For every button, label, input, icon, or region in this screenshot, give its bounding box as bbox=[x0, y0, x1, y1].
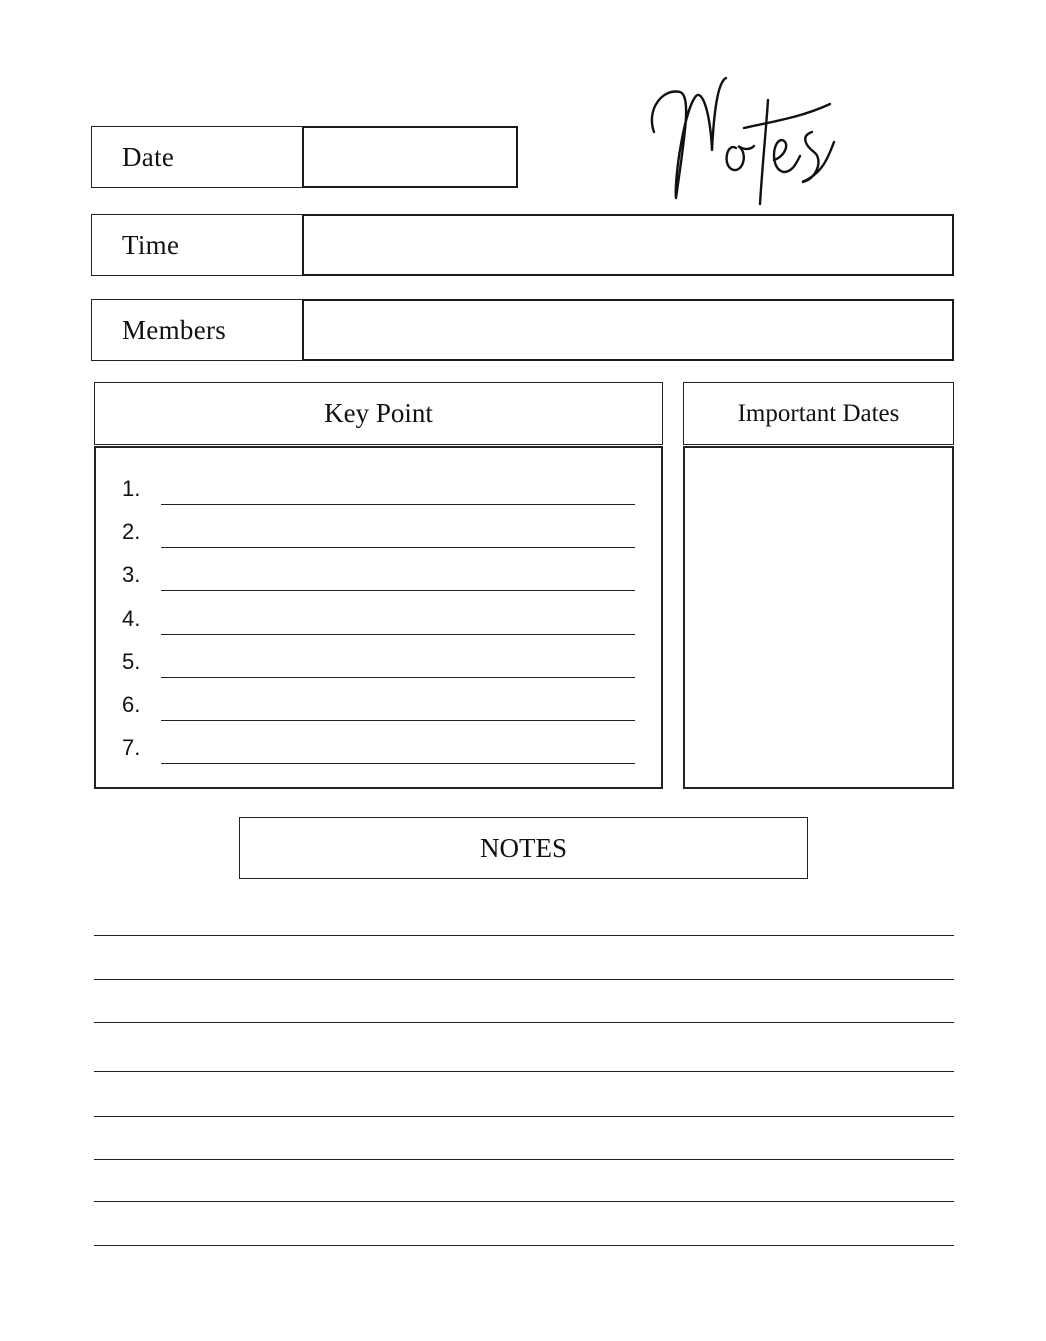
notes-line[interactable] bbox=[94, 999, 954, 1023]
important-dates-heading-text: Important Dates bbox=[737, 399, 900, 427]
key-point-item[interactable] bbox=[122, 476, 636, 508]
key-point-number: 1. bbox=[122, 476, 141, 501]
date-field[interactable] bbox=[302, 126, 518, 188]
notes-line[interactable] bbox=[94, 1093, 954, 1117]
key-point-number: 3. bbox=[122, 562, 141, 587]
members-field[interactable] bbox=[302, 299, 954, 361]
key-point-number: 6. bbox=[122, 692, 141, 717]
key-point-line bbox=[161, 562, 635, 591]
key-point-item[interactable] bbox=[122, 692, 636, 724]
key-point-box bbox=[94, 446, 663, 789]
important-dates-box[interactable] bbox=[683, 446, 954, 789]
key-point-item[interactable] bbox=[122, 735, 636, 767]
time-label bbox=[91, 214, 304, 276]
notes-line[interactable] bbox=[94, 1222, 954, 1246]
notes-title bbox=[640, 70, 850, 210]
time-field[interactable] bbox=[302, 214, 954, 276]
date-label-text: Date bbox=[122, 141, 175, 172]
notes-line[interactable] bbox=[94, 912, 954, 936]
key-point-number: 4. bbox=[122, 606, 141, 631]
notes-line[interactable] bbox=[94, 956, 954, 980]
key-point-item[interactable] bbox=[122, 562, 636, 594]
key-point-number: 7. bbox=[122, 735, 141, 760]
key-point-line bbox=[161, 649, 635, 678]
key-point-line bbox=[161, 606, 635, 635]
key-point-item[interactable] bbox=[122, 606, 636, 638]
key-point-line bbox=[161, 692, 635, 721]
notes-line[interactable] bbox=[94, 1136, 954, 1160]
notes-line[interactable] bbox=[94, 1178, 954, 1202]
key-point-item[interactable] bbox=[122, 649, 636, 681]
notes-line[interactable] bbox=[94, 1048, 954, 1072]
key-point-heading bbox=[94, 382, 663, 445]
members-label-text: Members bbox=[122, 314, 227, 345]
key-point-item[interactable] bbox=[122, 519, 636, 551]
key-point-line bbox=[161, 476, 635, 505]
key-point-line bbox=[161, 735, 635, 764]
notes-heading-text: NOTES bbox=[480, 832, 567, 863]
date-label bbox=[91, 126, 304, 188]
key-point-number: 5. bbox=[122, 649, 141, 674]
time-label-text: Time bbox=[122, 229, 180, 260]
key-point-number: 2. bbox=[122, 519, 141, 544]
notes-heading bbox=[239, 817, 808, 879]
key-point-line bbox=[161, 519, 635, 548]
key-point-heading-text: Key Point bbox=[324, 398, 433, 428]
members-label bbox=[91, 299, 304, 361]
important-dates-heading bbox=[683, 382, 954, 445]
